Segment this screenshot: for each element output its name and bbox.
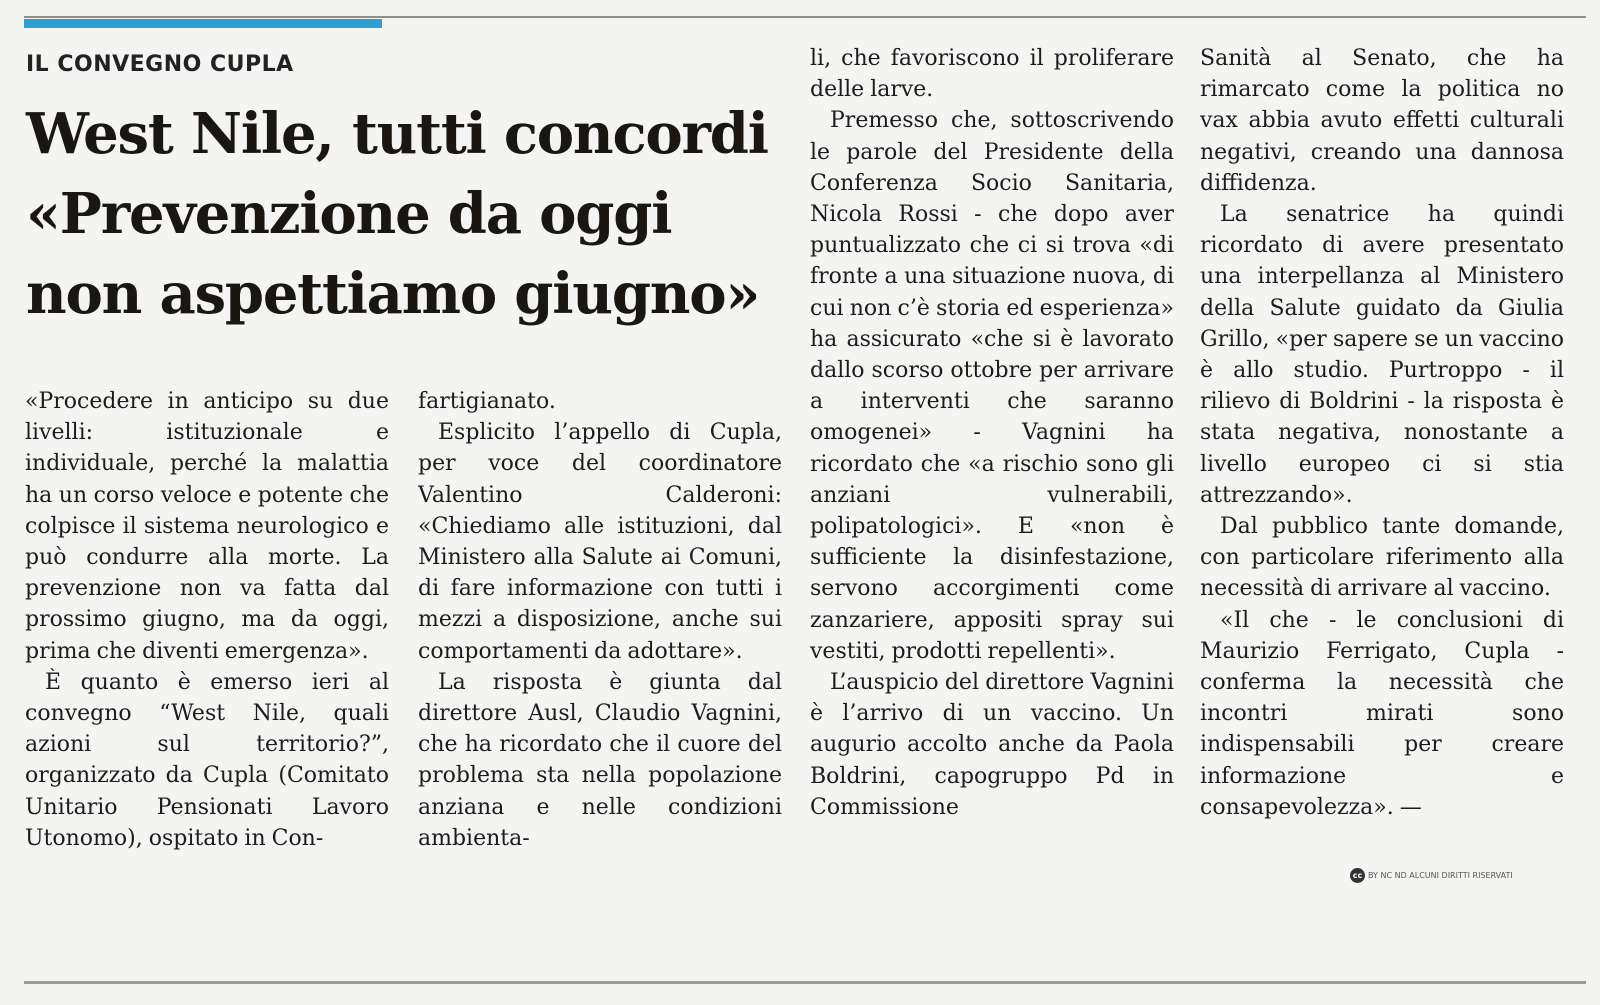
paragraph: La risposta è giunta dal direttore Ausl, Claudio Vagnini, che ha ricordato che il cuore del problema sta nella popolazione anziana e nelle condizioni ambienta- [418,669,782,851]
copyright-badge-icon: cc [1350,868,1365,883]
paragraph: «Procedere in anticipo su due livelli: istituzionale e individuale, perché la malattia ha un corso veloce e potente che colpisce il sistema neurologico e può condurre alla morte. La prevenzione non va fatta dal prossimo giugno, ma da oggi, prima che diventi emergenza». [25,389,389,664]
copyright-notice [1350,868,1513,883]
bottom-rule [24,981,1586,984]
headline-line-2: «Prevenzione da oggi [26,181,672,247]
article-column-4 [1200,43,1564,823]
paragraph: fartigianato. [418,389,556,414]
copyright-text: BY NC ND ALCUNI DIRITTI RISERVATI [1368,871,1513,880]
paragraph: Dal pubblico tante domande, con particolare riferimento alla necessità di arrivare al vaccino. [1200,514,1564,602]
top-rule [24,16,1586,18]
paragraph: Esplicito l’appello di Cupla, per voce del coordinatore Valentino Calderoni: «Chiediamo alle istituzioni, dal Ministero alla Salute ai Comuni, di fare informazione con tutti i mezzi a disposizione, anche sui comportamenti da adottare». [418,420,782,664]
paragraph: Sanità al Senato, che ha rimarcato come la politica no vax abbia avuto effetti culturali negativi, creando una dannosa diffidenza. [1200,46,1564,196]
headline-line-1: West Nile, tutti concordi [26,101,768,167]
kicker-label: IL CONVEGNO CUPLA [26,52,294,77]
paragraph: li, che favoriscono il proliferare delle larve. [810,46,1174,103]
paragraph: «Il che - le conclusioni di Maurizio Ferrigato, Cupla - conferma la necessità che incontri mirati sono indispensabili per creare informazione e consapevolezza». — [1200,607,1564,820]
paragraph: L’auspicio del direttore Vagnini è l’arrivo di un vaccino. Un augurio accolto anche da Paola Boldrini, capogruppo Pd in Commissione [810,670,1174,820]
article-column-2 [418,386,782,854]
paragraph: Premesso che, sottoscrivendo le parole del Presidente della Conferenza Socio Sanitaria, Nicola Rossi - che dopo aver puntualizzato che ci si trova «di fronte a una situazione nuova, di cui non c’è storia ed esperienza» ha assicurato «che si è lavorato dallo scorso ottobre per arrivare a interventi che saranno omogenei» - Vagnini ha ricordato che «a rischio sono gli anziani vulnerabili, polipatologici». E «non è sufficiente la disinfestazione, servono accorgimenti come zanzariere, appositi spray sui vestiti, prodotti repellenti». [810,108,1174,664]
article-column-3 [810,43,1174,823]
headline [26,94,796,334]
headline-line-3: non aspettiamo giugno» [26,261,760,327]
section-accent-bar [24,19,382,28]
article-column-1 [25,386,389,854]
paragraph: La senatrice ha quindi ricordato di avere presentato una interpellanza al Ministero della Salute guidato da Giulia Grillo, «per sapere se un vaccino è allo studio. Purtroppo - il rilievo di Boldrini - la risposta è stata negativa, nonostante a livello europeo ci si stia attrezzando». [1200,202,1564,508]
paragraph: È quanto è emerso ieri al convegno “West Nile, quali azioni sul territorio?”, organizzato da Cupla (Comitato Unitario Pensionati Lavoro Utonomo), ospitato in Con- [25,669,389,851]
